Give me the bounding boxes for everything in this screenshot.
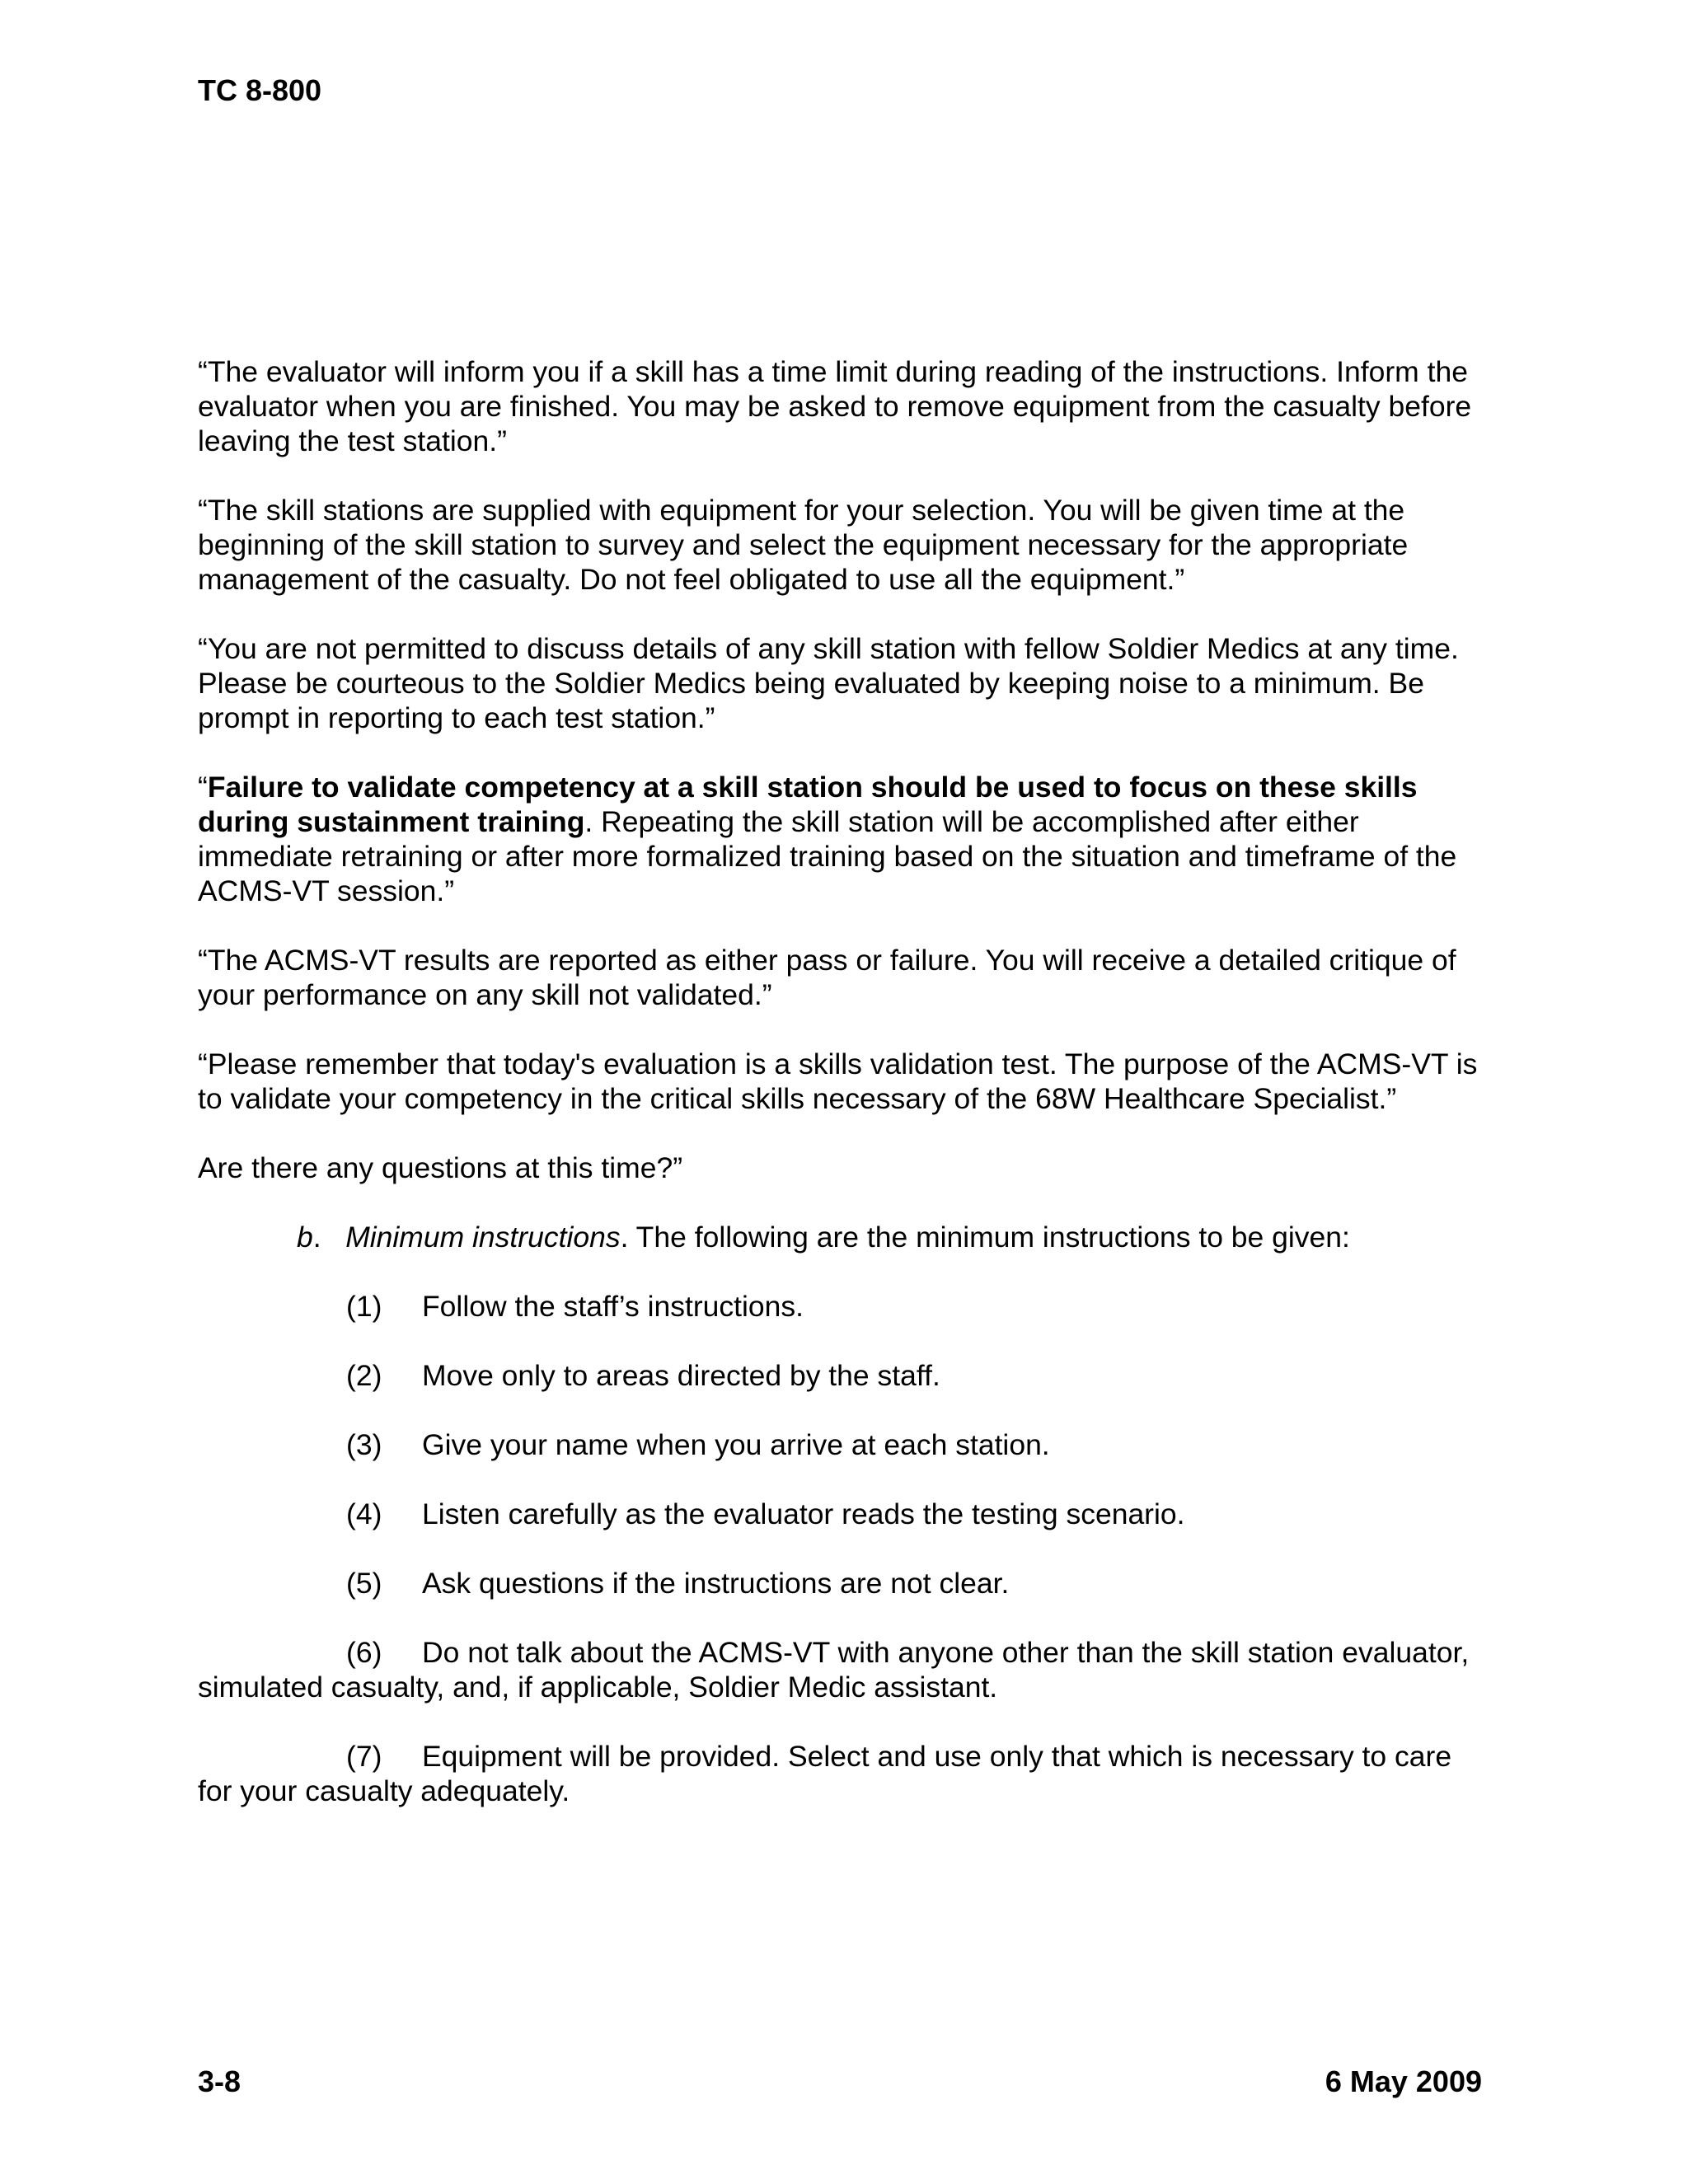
document-id-header: TC 8-800 — [198, 73, 322, 107]
instruction-item — [198, 1358, 1492, 1393]
paragraph-questions: Are there any questions at this time?” — [198, 1151, 683, 1184]
section-b-title: Minimum instructions — [345, 1221, 621, 1254]
document-body — [198, 354, 1492, 1843]
instruction-text: Equipment will be provided. Select and use only that which is necessary to care for your casualty adequately. — [198, 1740, 1452, 1807]
instruction-number: (2) — [346, 1359, 382, 1392]
paragraph-results: “The ACMS-VT results are reported as either pass or failure. You will receive a detailed critique of your performance on any skill not validated.” — [198, 944, 1456, 1011]
paragraph-conduct: “You are not permitted to discuss details of any skill station with fellow Soldier Medics at any time. Please be courteous to the Soldier Medics being evaluated by keeping noise to a minimum. Be prompt in reporting to each test station.” — [198, 632, 1459, 734]
instruction-item — [198, 1289, 1492, 1324]
instruction-item — [198, 1635, 1492, 1704]
instruction-text: Give your name when you arrive at each station. — [422, 1428, 1050, 1461]
instruction-number: (4) — [346, 1497, 382, 1530]
section-b-text: . The following are the minimum instructions to be given: — [620, 1221, 1350, 1254]
instruction-text: Move only to areas directed by the staff. — [422, 1359, 940, 1392]
paragraph-purpose: “Please remember that today's evaluation is a skills validation test. The purpose of the ACMS-VT is to validate your competency in the critical skills necessary of the 68W Healthcare Specialist.” — [198, 1047, 1478, 1115]
instruction-item — [198, 1497, 1492, 1531]
instruction-item — [198, 1739, 1492, 1808]
page-number: 3-8 — [198, 2064, 241, 2098]
instruction-number: (5) — [346, 1567, 382, 1600]
instruction-item — [198, 1427, 1492, 1462]
instruction-text: Do not talk about the ACMS-VT with anyone other than the skill station evaluator, simulated casualty, and, if applicable, Soldier Medic assistant. — [198, 1636, 1470, 1704]
instruction-number: (1) — [346, 1290, 382, 1323]
section-b-letter: b — [297, 1221, 313, 1254]
open-quote: “ — [198, 771, 208, 804]
failure-emphasis: Failure to validate competency at a skill station should be used to focus on these skills during sustainment training — [198, 771, 1418, 838]
failure-rest: . Repeating the skill station will be accomplished after either immediate retraining or after more formalized training based on the situation and timeframe of the ACMS-VT session.” — [198, 805, 1457, 907]
publication-date: 6 May 2009 — [1325, 2064, 1482, 2098]
instruction-number: (6) — [346, 1636, 382, 1669]
instruction-number: (7) — [346, 1740, 382, 1773]
instruction-text: Listen carefully as the evaluator reads the testing scenario. — [422, 1497, 1185, 1530]
section-b-heading: b. Minimum instructions. The following are the minimum instructions to be given: — [297, 1221, 1350, 1254]
instruction-number: (3) — [346, 1428, 382, 1461]
instruction-item — [198, 1566, 1492, 1601]
paragraph-failure — [198, 770, 1492, 908]
paragraph-time-limit: “The evaluator will inform you if a skill has a time limit during reading of the instructions. Inform the evaluator when you are finished. You may be asked to remove equipment from the casualty before leaving the test station.” — [198, 355, 1472, 457]
instruction-text: Follow the staff’s instructions. — [422, 1290, 804, 1323]
instruction-text: Ask questions if the instructions are not clear. — [422, 1567, 1010, 1600]
paragraph-equipment: “The skill stations are supplied with equipment for your selection. You will be given time at the beginning of the skill station to survey and select the equipment necessary for the appropriate management of the casualty. Do not feel obligated to use all the equipment.” — [198, 494, 1409, 596]
